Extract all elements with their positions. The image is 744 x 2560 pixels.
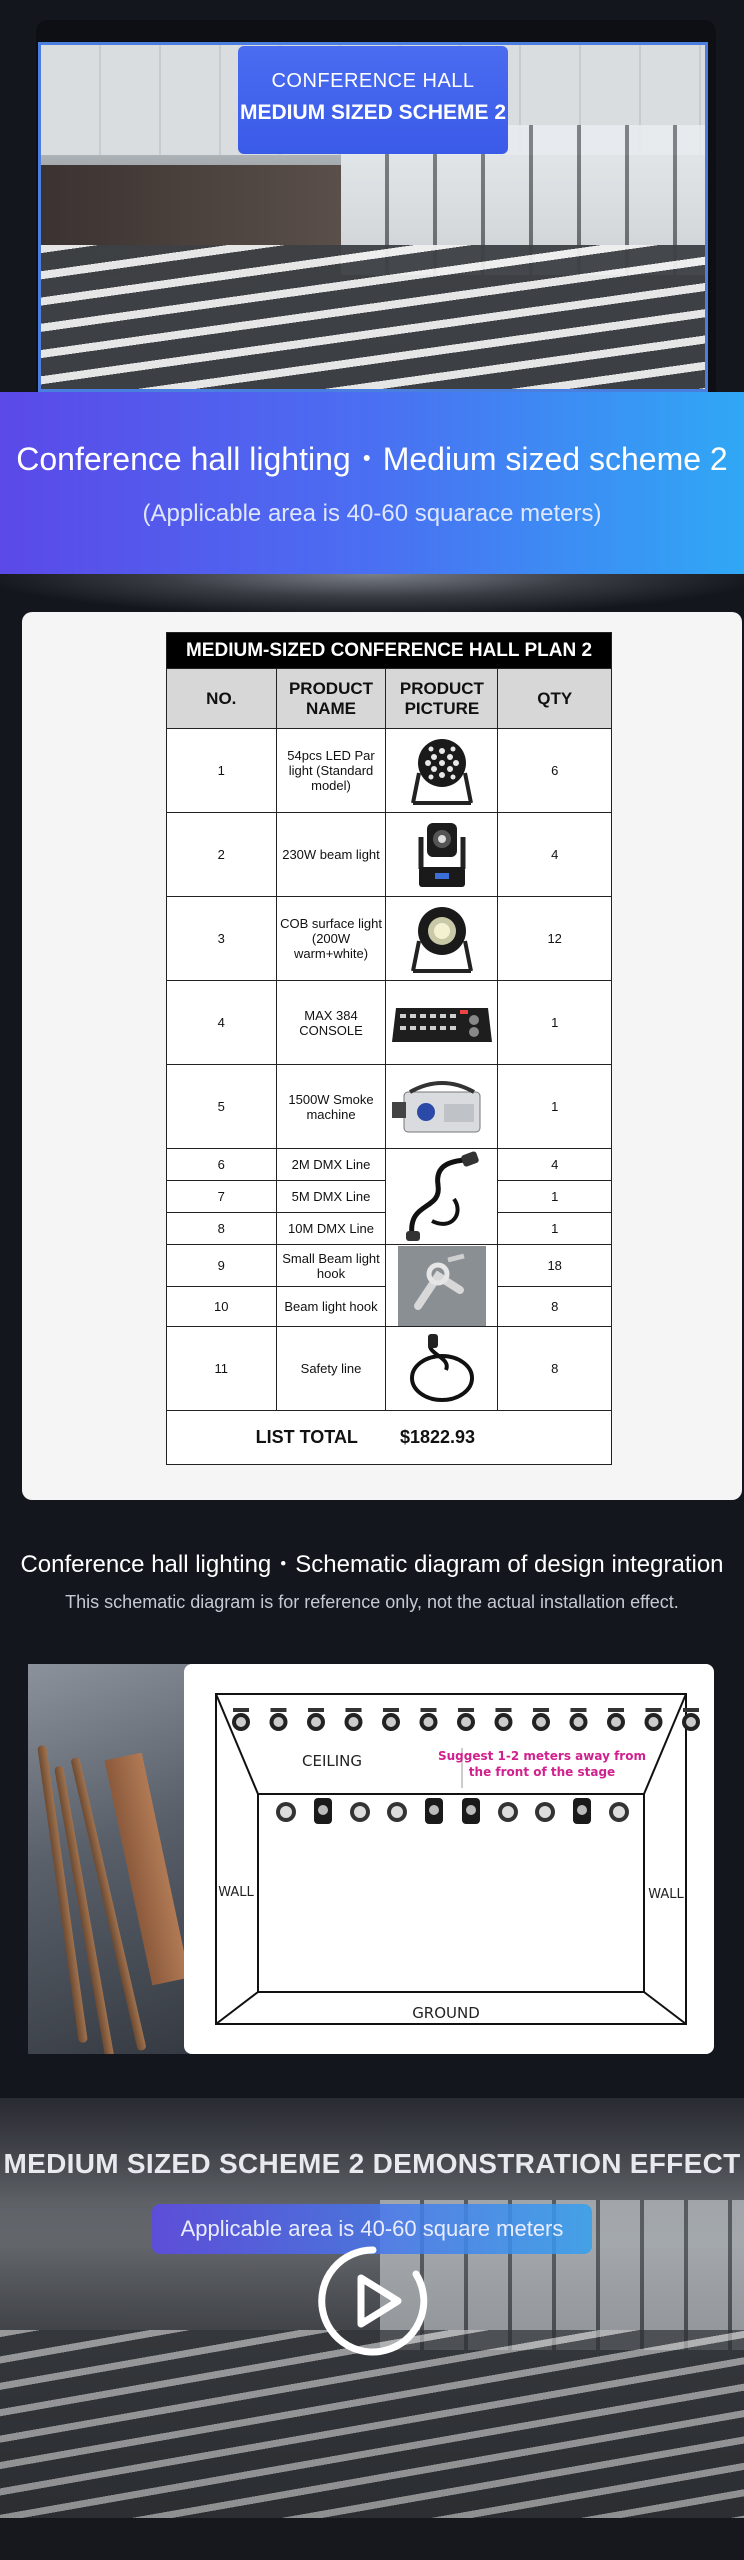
row-product-name: 54pcs LED Par light (Standard model) (276, 729, 386, 813)
video-desks (0, 2330, 744, 2518)
table-row (167, 729, 612, 813)
moon-backdrop (0, 574, 744, 614)
total-label: LIST TOTAL (167, 1411, 386, 1465)
par-light-fixture-icon (495, 1708, 513, 1731)
row-qty: 6 (498, 729, 612, 813)
wall-left-label: WALL (218, 1885, 254, 1900)
table-row (167, 1327, 612, 1411)
par-light-fixture-icon (270, 1708, 288, 1731)
ceiling-label: CEILING (302, 1752, 362, 1770)
table-row (167, 1065, 612, 1149)
title-banner (0, 392, 744, 574)
row-no: 2 (167, 813, 277, 897)
beam-light-icon (386, 813, 498, 897)
play-icon[interactable] (316, 2244, 430, 2358)
par-light-icon (386, 729, 498, 813)
row-qty: 18 (498, 1245, 612, 1287)
par-light-fixture-icon (570, 1708, 588, 1731)
dmx-cable-icon (386, 1149, 498, 1245)
bottom-light-row (276, 1798, 629, 1824)
row-product-name: Beam light hook (276, 1287, 386, 1327)
table-row (167, 1245, 612, 1287)
bottom-band (0, 2518, 744, 2560)
par-light-fixture-icon (382, 1708, 400, 1731)
row-product-name: MAX 384 CONSOLE (276, 981, 386, 1065)
row-no: 6 (167, 1149, 277, 1181)
smoke-machine-icon (386, 1065, 498, 1149)
row-qty: 12 (498, 897, 612, 981)
beam-light-fixture-icon (425, 1798, 443, 1824)
hero-badge-line2: MEDIUM SIZED SCHEME 2 (239, 101, 507, 124)
header-product-name: PRODUCT NAME (276, 669, 386, 729)
wall-right-label: WALL (648, 1887, 684, 1902)
total-value: $1822.93 (386, 1411, 612, 1465)
beam-light-fixture-icon (462, 1798, 480, 1824)
row-qty: 4 (498, 1149, 612, 1181)
row-qty: 1 (498, 1213, 612, 1245)
row-product-name: Safety line (276, 1327, 386, 1411)
schematic-card (184, 1664, 714, 2054)
suggest-line1: Suggest 1-2 meters away from (438, 1749, 646, 1763)
row-product-name: 230W beam light (276, 813, 386, 897)
row-product-name: Small Beam light hook (276, 1245, 386, 1287)
beam-light-fixture-icon (573, 1798, 591, 1824)
ground-label: GROUND (412, 2004, 480, 2022)
row-product-name: 5M DMX Line (276, 1181, 386, 1213)
cob-light-fixture-icon (609, 1802, 629, 1822)
row-qty: 8 (498, 1327, 612, 1411)
cob-light-fixture-icon (350, 1802, 370, 1822)
row-no: 4 (167, 981, 277, 1065)
cob-light-icon (386, 897, 498, 981)
par-light-fixture-icon (457, 1708, 475, 1731)
row-no: 11 (167, 1327, 277, 1411)
suggest-line2: the front of the stage (468, 1765, 616, 1779)
cob-light-fixture-icon (276, 1802, 296, 1822)
top-par-light-row (232, 1708, 700, 1731)
par-light-fixture-icon (307, 1708, 325, 1731)
table-row (167, 1149, 612, 1181)
row-no: 1 (167, 729, 277, 813)
banner-title: Conference hall lighting・Medium sized scheme 2 (16, 441, 728, 477)
row-qty: 1 (498, 1181, 612, 1213)
table-row (167, 897, 612, 981)
banner-subtitle: (Applicable area is 40-60 squarace meters) (142, 500, 602, 527)
table-row (167, 813, 612, 897)
header-product-picture: PRODUCT PICTURE (386, 669, 498, 729)
par-light-fixture-icon (682, 1708, 700, 1731)
par-light-fixture-icon (345, 1708, 363, 1731)
console-icon (386, 981, 498, 1065)
row-no: 3 (167, 897, 277, 981)
plan-table (166, 632, 612, 1465)
schematic-title: Conference hall lighting・Schematic diagram of design integration (20, 1551, 724, 1578)
par-light-fixture-icon (645, 1708, 663, 1731)
row-no: 10 (167, 1287, 277, 1327)
row-product-name: 10M DMX Line (276, 1213, 386, 1245)
video-area-pill: Applicable area is 40-60 square meters (152, 2204, 592, 2254)
cob-light-fixture-icon (387, 1802, 407, 1822)
row-qty: 1 (498, 981, 612, 1065)
row-no: 9 (167, 1245, 277, 1287)
pencil-photo (28, 1664, 198, 2054)
row-qty: 8 (498, 1287, 612, 1327)
safety-line-icon (386, 1327, 498, 1411)
schematic-note: This schematic diagram is for reference only, not the actual installation effect. (65, 1592, 679, 1612)
header-qty: QTY (498, 669, 612, 729)
par-light-fixture-icon (232, 1708, 250, 1731)
total-row (167, 1411, 612, 1465)
cob-light-fixture-icon (498, 1802, 518, 1822)
row-no: 5 (167, 1065, 277, 1149)
beam-light-fixture-icon (314, 1798, 332, 1824)
video-title: MEDIUM SIZED SCHEME 2 DEMONSTRATION EFFECT (3, 2148, 741, 2179)
plan-table-title: MEDIUM-SIZED CONFERENCE HALL PLAN 2 (167, 633, 612, 669)
hook-icon (386, 1245, 498, 1327)
row-product-name: COB surface light (200W warm+white) (276, 897, 386, 981)
row-qty: 1 (498, 1065, 612, 1149)
hero-badge-line1: CONFERENCE HALL (271, 70, 475, 92)
schematic-diagram (184, 1664, 714, 2054)
par-light-fixture-icon (532, 1708, 550, 1731)
hero-desks (41, 245, 705, 392)
par-light-fixture-icon (420, 1708, 438, 1731)
row-no: 8 (167, 1213, 277, 1245)
par-light-fixture-icon (607, 1708, 625, 1731)
row-product-name: 1500W Smoke machine (276, 1065, 386, 1149)
row-qty: 4 (498, 813, 612, 897)
hero-badge (238, 46, 508, 154)
table-row (167, 981, 612, 1065)
row-no: 7 (167, 1181, 277, 1213)
row-product-name: 2M DMX Line (276, 1149, 386, 1181)
cob-light-fixture-icon (535, 1802, 555, 1822)
header-no: NO. (167, 669, 277, 729)
